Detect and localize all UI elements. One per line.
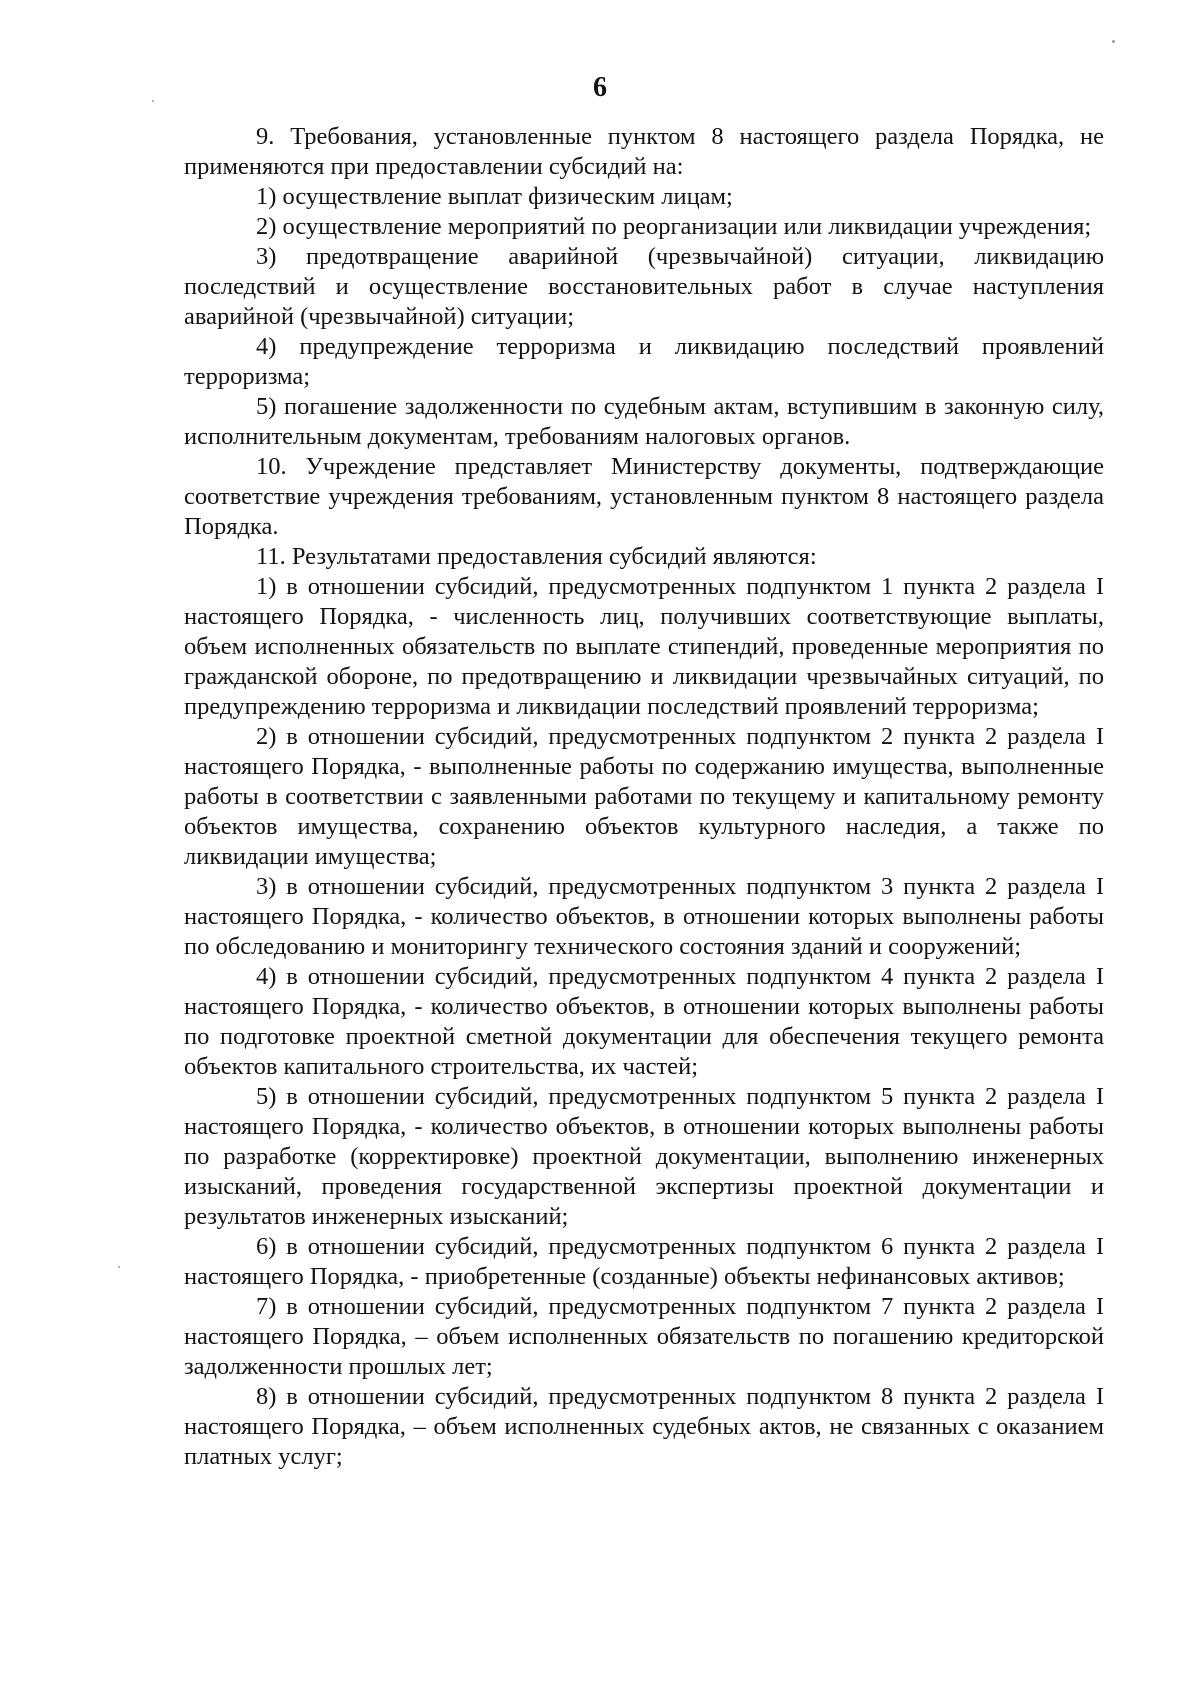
- paragraph: 11. Результатами предоставления субсидий являются:: [256, 543, 817, 570]
- scan-speck: [118, 1266, 120, 1268]
- page-number: 6: [593, 72, 607, 103]
- paragraph: 9. Требования, установленные пунктом 8 настоящего раздела Порядка, не применяются при предоставлении субсидий на:: [184, 123, 1104, 180]
- scan-speck: [152, 100, 154, 102]
- document-body: [184, 122, 1104, 1472]
- paragraph: 4) в отношении субсидий, предусмотренных подпунктом 4 пункта 2 раздела I настоящего Порядка, - количество объектов, в отношении которых выполнены работы по подготовке проектной сметной документации для обеспечения текущего ремонта объектов капитального строительства, их частей;: [184, 963, 1104, 1080]
- scan-speck: [1112, 40, 1115, 43]
- paragraph: 3) предотвращение аварийной (чрезвычайной) ситуации, ликвидацию последствий и осуществление восстановительных работ в случае наступления аварийной (чрезвычайной) ситуации;: [184, 243, 1104, 330]
- paragraph: 10. Учреждение представляет Министерству документы, подтверждающие соответствие учреждения требованиям, установленным пунктом 8 настоящего раздела Порядка.: [184, 453, 1104, 540]
- paragraph: 2) в отношении субсидий, предусмотренных подпунктом 2 пункта 2 раздела I настоящего Порядка, - выполненные работы по содержанию имущества, выполненные работы в соответствии с заявленными работами по текущему и капитальному ремонту объектов имущества, сохранению объектов культурного наследия, а также по ликвидации имущества;: [184, 723, 1104, 870]
- paragraph: 1) в отношении субсидий, предусмотренных подпунктом 1 пункта 2 раздела I настоящего Порядка, - численность лиц, получивших соответствующие выплаты, объем исполненных обязательств по выплате стипендий, проведенные мероприятия по гражданской обороне, по предотвращению и ликвидации чрезвычайных ситуаций, по предупреждению терроризма и ликвидации последствий проявлений терроризма;: [184, 573, 1104, 720]
- paragraph: 5) в отношении субсидий, предусмотренных подпунктом 5 пункта 2 раздела I настоящего Порядка, - количество объектов, в отношении которых выполнены работы по разработке (корректировке) проектной документации, выполнению инженерных изысканий, проведения государственной экспертизы проектной документации и результатов инженерных изысканий;: [184, 1083, 1104, 1230]
- paragraph: 5) погашение задолженности по судебным актам, вступившим в законную силу, исполнительным документам, требованиям налоговых органов.: [184, 393, 1104, 450]
- paragraph: 1) осуществление выплат физическим лицам;: [256, 183, 733, 210]
- paragraph: 4) предупреждение терроризма и ликвидацию последствий проявлений терроризма;: [184, 333, 1104, 390]
- paragraph: 7) в отношении субсидий, предусмотренных подпунктом 7 пункта 2 раздела I настоящего Порядка, – объем исполненных обязательств по погашению кредиторской задолженности прошлых лет;: [184, 1293, 1104, 1380]
- paragraph: 6) в отношении субсидий, предусмотренных подпунктом 6 пункта 2 раздела I настоящего Порядка, - приобретенные (созданные) объекты нефинансовых активов;: [184, 1233, 1104, 1290]
- paragraph: 8) в отношении субсидий, предусмотренных подпунктом 8 пункта 2 раздела I настоящего Порядка, – объем исполненных судебных актов, не связанных с оказанием платных услуг;: [184, 1383, 1104, 1470]
- paragraph: 3) в отношении субсидий, предусмотренных подпунктом 3 пункта 2 раздела I настоящего Порядка, - количество объектов, в отношении которых выполнены работы по обследованию и мониторингу технического состояния зданий и сооружений;: [184, 873, 1104, 960]
- paragraph: 2) осуществление мероприятий по реорганизации или ликвидации учреждения;: [256, 213, 1092, 240]
